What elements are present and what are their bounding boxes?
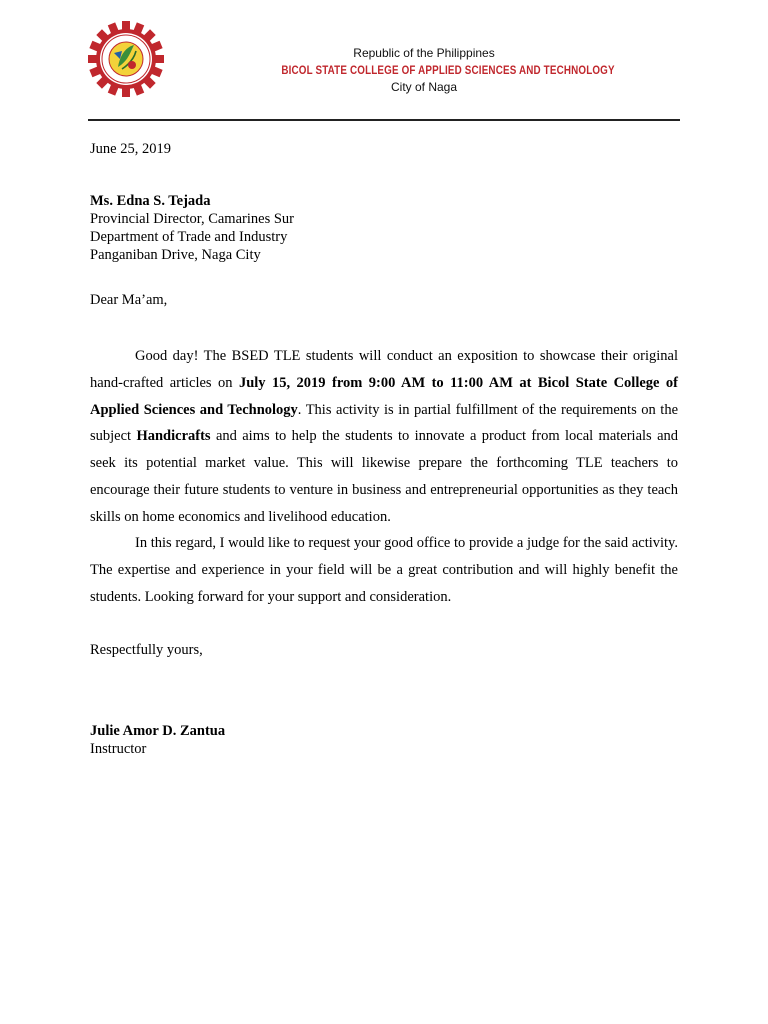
recipient-address: Panganiban Drive, Naga City bbox=[90, 247, 261, 263]
body-paragraph-1 bbox=[90, 343, 678, 531]
recipient-title: Provincial Director, Camarines Sur bbox=[90, 211, 294, 227]
event-date-location: July 15, 2019 from 9:00 AM to 11:00 AM at Bicol State College of Applied Sciences and Technology bbox=[90, 374, 679, 418]
college-name: BICOL STATE COLLEGE OF APPLIED SCIENCES AND TECHNOLOGY bbox=[281, 63, 615, 77]
paragraph-1-text-a: Good day! The BSED TLE students will conduct an exposition to showcase their original hand-crafted articles on bbox=[90, 348, 678, 391]
college-seal-gear-logo bbox=[88, 21, 164, 97]
signatory-title: Instructor bbox=[90, 741, 147, 757]
letterhead bbox=[0, 0, 768, 124]
republic-line: Republic of the Philippines bbox=[353, 46, 495, 60]
subject-name: Handicrafts bbox=[136, 428, 211, 445]
recipient-department: Department of Trade and Industry bbox=[90, 229, 288, 245]
body-paragraph-2: In this regard, I would like to request your good office to provide a judge for the said activity. The expertise and experience in your field will be a great contribution and will highly benefit the students. Looking forward for your support and consideration. bbox=[90, 535, 678, 605]
letter-date: June 25, 2019 bbox=[90, 141, 171, 157]
signatory-name: Julie Amor D. Zantua bbox=[90, 723, 226, 739]
recipient-name: Ms. Edna S. Tejada bbox=[90, 193, 211, 209]
paragraph-1-text-c: and aims to help the students to innovate a product from local materials and seek its potential market value. This will likewise prepare the forthcoming TLE teachers to encourage their future students to venture in business and entrepreneurial opportunities as they teach skills on home economics and livelihood education. bbox=[90, 428, 678, 525]
letterhead-divider bbox=[88, 119, 680, 121]
city-line: City of Naga bbox=[390, 80, 458, 94]
paragraph-1-text-b: . This activity is in partial fulfillment of the requirements on the subject bbox=[90, 401, 679, 445]
closing: Respectfully yours, bbox=[90, 642, 203, 658]
salutation: Dear Ma’am, bbox=[90, 292, 168, 308]
